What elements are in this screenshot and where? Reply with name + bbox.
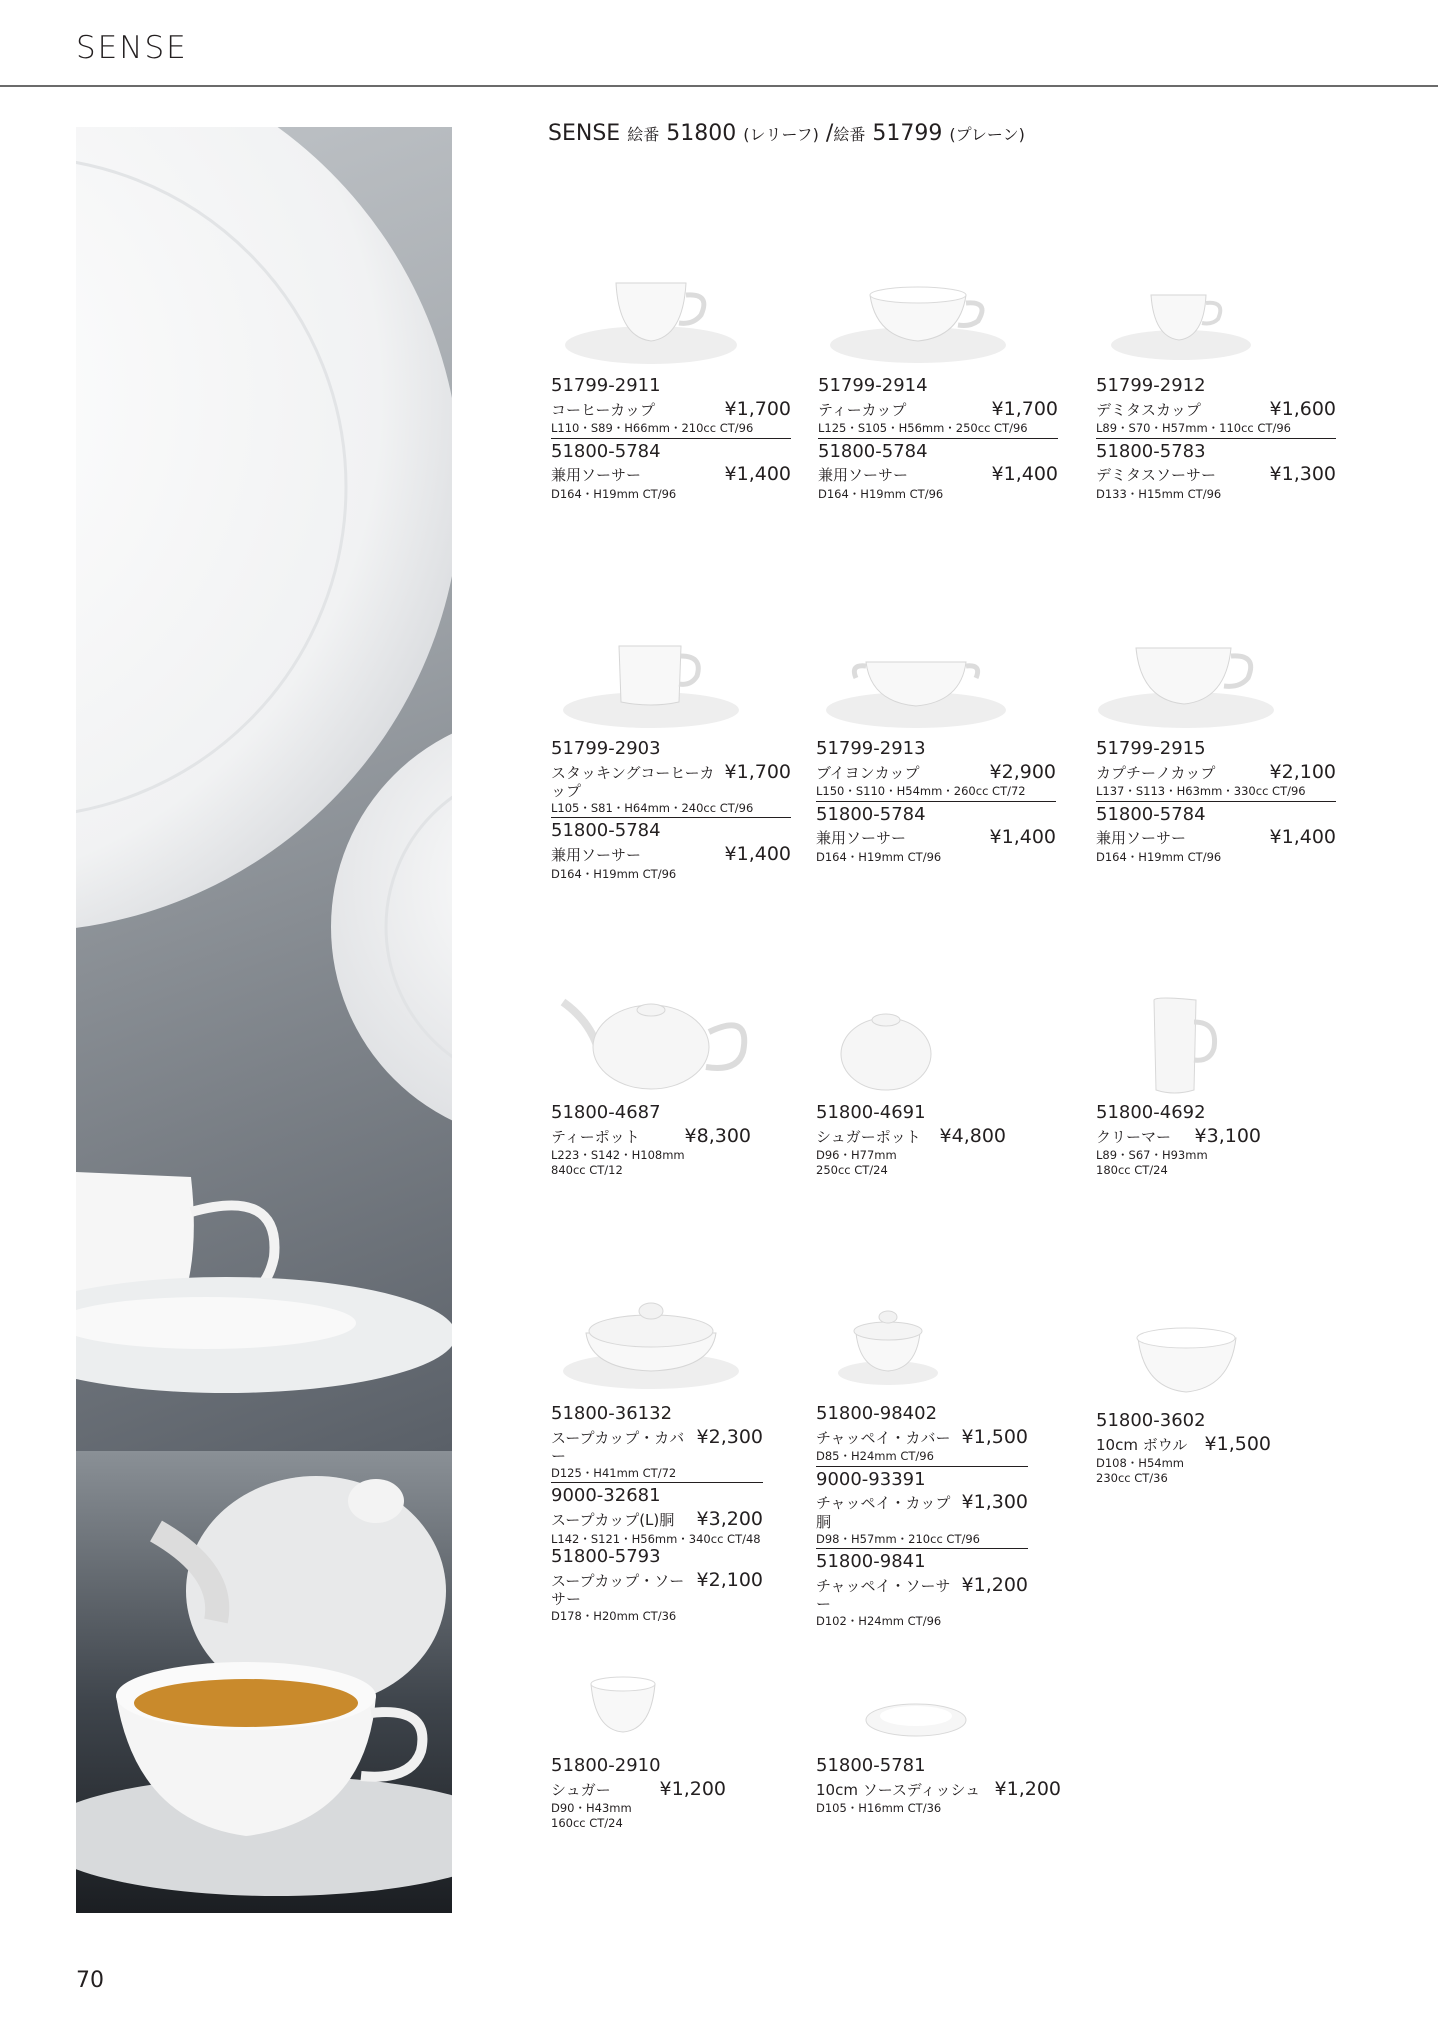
product-price: ¥1,500 xyxy=(1204,1432,1271,1455)
product-spec: L89・S70・H57mm・110cc CT/96 xyxy=(1096,421,1291,436)
product-price: ¥1,400 xyxy=(991,463,1058,486)
product-spec: L89・S67・H93mm xyxy=(1096,1148,1208,1163)
product-code: 51800-5784 xyxy=(551,820,661,842)
product-name: ブイヨンカップ xyxy=(816,763,920,782)
product-entry xyxy=(1096,804,1336,865)
product-price: ¥2,900 xyxy=(989,760,1056,783)
product-price: ¥2,300 xyxy=(696,1425,763,1448)
product-entry xyxy=(816,1551,1028,1628)
product-entry xyxy=(1096,1102,1261,1177)
demitasse-cup-image xyxy=(1096,265,1336,375)
creamer-image xyxy=(1096,992,1261,1102)
product-entry xyxy=(818,441,1058,502)
product-card xyxy=(1096,1310,1271,1485)
product-code: 51800-5784 xyxy=(818,440,928,462)
product-name: 兼用ソーサー xyxy=(1096,829,1187,848)
product-card xyxy=(1096,628,1336,864)
product-code: 51800-98402 xyxy=(816,1403,938,1424)
product-name: 兼用ソーサー xyxy=(816,829,907,848)
page-header-title: SENSE xyxy=(76,30,188,66)
product-price: ¥1,200 xyxy=(961,1573,1028,1596)
product-entry xyxy=(551,1485,763,1546)
product-price: ¥1,700 xyxy=(724,760,791,783)
product-entry xyxy=(551,1755,726,1830)
product-card xyxy=(551,628,791,881)
product-price: ¥1,200 xyxy=(659,1777,726,1800)
product-entry xyxy=(1096,375,1336,436)
bouillon-cup-image xyxy=(816,628,1056,738)
entry-divider xyxy=(551,1482,763,1483)
product-price: ¥1,500 xyxy=(961,1425,1028,1448)
product-card xyxy=(1096,265,1336,501)
product-code: 51800-9841 xyxy=(816,1551,926,1572)
product-name: スタッキングコーヒーカップ xyxy=(551,763,715,801)
product-entry xyxy=(1096,738,1336,799)
product-name: コーヒーカップ xyxy=(551,400,655,419)
product-price: ¥1,400 xyxy=(724,842,791,865)
product-name: ティーポット xyxy=(551,1127,640,1146)
product-code: 51799-2903 xyxy=(551,738,661,759)
product-code: 51799-2914 xyxy=(818,375,928,396)
product-price: ¥3,100 xyxy=(1194,1124,1261,1147)
product-code: 51799-2915 xyxy=(1096,738,1206,759)
product-spec: D85・H24mm CT/96 xyxy=(816,1449,934,1464)
bowl-image xyxy=(1096,1310,1271,1410)
product-price: ¥1,300 xyxy=(1269,463,1336,486)
product-spec: D164・H19mm CT/96 xyxy=(818,486,944,501)
product-name: スープカップ(L)胴 xyxy=(551,1510,675,1529)
product-spec: D102・H24mm CT/96 xyxy=(816,1614,942,1628)
product-entry xyxy=(816,1755,1061,1816)
product-name: チャッペイ・カバー xyxy=(816,1428,951,1447)
product-spec: L150・S110・H54mm・260cc CT/72 xyxy=(816,784,1026,799)
product-card xyxy=(816,628,1056,864)
product-spec: D90・H43mm xyxy=(551,1801,632,1816)
product-entry xyxy=(816,804,1056,865)
product-price: ¥1,200 xyxy=(994,1777,1061,1800)
header-divider xyxy=(0,85,1438,87)
pattern-label: 絵番 xyxy=(627,125,660,144)
product-price: ¥2,100 xyxy=(1269,760,1336,783)
product-entry xyxy=(551,1102,751,1177)
product-name: シュガー xyxy=(551,1780,611,1799)
product-code: 51800-36132 xyxy=(551,1403,673,1424)
product-name: チャッペイ・カップ胴 xyxy=(816,1494,951,1531)
product-price: ¥4,800 xyxy=(939,1124,1006,1147)
soup-cup-image xyxy=(551,1293,763,1403)
product-price: ¥1,600 xyxy=(1269,397,1336,420)
pattern-code: 51800 xyxy=(666,121,737,146)
cappuccino-cup-image xyxy=(1096,628,1336,738)
product-spec: D105・H16mm CT/36 xyxy=(816,1801,942,1816)
plates-photo xyxy=(76,127,452,1451)
pattern-code: 51799 xyxy=(872,121,943,146)
product-code: 51800-5793 xyxy=(551,1546,661,1567)
product-spec: 250cc CT/24 xyxy=(816,1162,888,1177)
product-code: 9000-93391 xyxy=(816,1468,926,1490)
product-name: デミタスソーサー xyxy=(1096,466,1217,485)
product-spec: D96・H77mm xyxy=(816,1148,897,1163)
stacking-coffee-cup-image xyxy=(551,628,791,738)
product-price: ¥1,400 xyxy=(989,826,1056,849)
product-code: 9000-32681 xyxy=(551,1485,661,1507)
product-card xyxy=(816,1293,1028,1628)
product-spec: D108・H54mm xyxy=(1096,1456,1184,1471)
product-card xyxy=(551,1650,726,1830)
product-spec: 160cc CT/24 xyxy=(551,1815,623,1830)
product-entry xyxy=(816,738,1056,799)
pattern-variant: (プレーン) xyxy=(949,125,1025,144)
chappei-image xyxy=(816,1293,1028,1403)
product-spec: 230cc CT/36 xyxy=(1096,1470,1168,1485)
product-card xyxy=(551,265,791,501)
product-code: 51800-5784 xyxy=(816,803,926,825)
product-entry xyxy=(816,1469,1028,1546)
product-price: ¥3,200 xyxy=(696,1507,763,1530)
product-spec: L223・S142・H108mm xyxy=(551,1148,685,1163)
product-spec: D178・H20mm CT/36 xyxy=(551,1609,677,1623)
entry-divider xyxy=(816,801,1056,802)
product-code: 51800-5783 xyxy=(1096,440,1206,462)
product-spec: D164・H19mm CT/96 xyxy=(551,866,677,881)
product-entry xyxy=(551,738,791,815)
product-entry xyxy=(551,1403,763,1480)
product-code: 51800-5781 xyxy=(816,1755,926,1776)
product-price: ¥1,700 xyxy=(724,397,791,420)
product-entry xyxy=(818,375,1058,436)
product-code: 51799-2913 xyxy=(816,738,926,759)
tea-cup-image xyxy=(818,265,1058,375)
product-price: ¥1,400 xyxy=(724,463,791,486)
product-price: ¥8,300 xyxy=(684,1124,751,1147)
product-entry xyxy=(551,375,791,436)
product-code: 51800-4692 xyxy=(1096,1102,1206,1123)
product-name: 兼用ソーサー xyxy=(818,466,909,485)
product-name: クリーマー xyxy=(1096,1127,1172,1146)
product-name: 兼用ソーサー xyxy=(551,845,642,864)
product-entry xyxy=(816,1102,1006,1177)
product-entry xyxy=(551,820,791,881)
tea-cup-photo xyxy=(76,1451,452,1913)
product-spec: L137・S113・H63mm・330cc CT/96 xyxy=(1096,784,1306,799)
product-card xyxy=(816,992,1006,1177)
coffee-cup-image xyxy=(551,265,791,375)
product-code: 51800-4687 xyxy=(551,1102,661,1123)
product-card xyxy=(551,992,751,1177)
series-title xyxy=(548,121,1025,146)
product-price: ¥1,400 xyxy=(1269,826,1336,849)
page-number: 70 xyxy=(76,1968,104,1993)
product-spec: D164・H19mm CT/96 xyxy=(1096,849,1222,864)
entry-divider xyxy=(1096,801,1336,802)
product-name: ティーカップ xyxy=(818,400,907,419)
product-card xyxy=(551,1293,763,1623)
product-spec: L142・S121・H56mm・340cc CT/48 xyxy=(551,1531,761,1546)
product-price: ¥2,100 xyxy=(696,1568,763,1591)
title-separator: / xyxy=(825,121,834,146)
entry-divider xyxy=(818,438,1058,439)
product-card xyxy=(818,265,1058,501)
teapot-image xyxy=(551,992,751,1102)
product-entry xyxy=(816,1403,1028,1464)
product-name: シュガーポット xyxy=(816,1127,921,1146)
product-spec: D133・H15mm CT/96 xyxy=(1096,486,1222,501)
product-name: スープカップ・カバー xyxy=(551,1428,685,1466)
product-spec: L105・S81・H64mm・240cc CT/96 xyxy=(551,801,754,815)
product-spec: D164・H19mm CT/96 xyxy=(551,486,677,501)
product-price: ¥1,700 xyxy=(991,397,1058,420)
product-code: 51800-5784 xyxy=(551,440,661,462)
pattern-label: 絵番 xyxy=(833,125,866,144)
product-code: 51800-5784 xyxy=(1096,803,1206,825)
product-card xyxy=(816,1650,1061,1816)
sauce-dish-image xyxy=(816,1650,1061,1755)
product-card xyxy=(1096,992,1261,1177)
entry-divider xyxy=(816,1466,1028,1467)
pattern-variant: (レリーフ) xyxy=(743,125,819,144)
entry-divider xyxy=(551,817,791,818)
product-code: 51800-2910 xyxy=(551,1755,661,1776)
product-name: スープカップ・ソーサー xyxy=(551,1571,685,1609)
product-name: 兼用ソーサー xyxy=(551,466,642,485)
entry-divider xyxy=(816,1548,1028,1549)
product-spec: 180cc CT/24 xyxy=(1096,1162,1168,1177)
sugar-pot-image xyxy=(816,992,1006,1102)
product-spec: D98・H57mm・210cc CT/96 xyxy=(816,1531,980,1546)
product-spec: 840cc CT/12 xyxy=(551,1162,623,1177)
series-name: SENSE xyxy=(548,121,621,146)
product-code: 51800-4691 xyxy=(816,1102,926,1123)
sugar-bowl-image xyxy=(551,1650,726,1755)
product-entry xyxy=(551,441,791,502)
product-spec: D125・H41mm CT/72 xyxy=(551,1466,677,1480)
product-entry xyxy=(1096,441,1336,502)
entry-divider xyxy=(1096,438,1336,439)
product-spec: L110・S89・H66mm・210cc CT/96 xyxy=(551,421,754,436)
product-code: 51800-3602 xyxy=(1096,1410,1206,1431)
product-entry xyxy=(1096,1410,1271,1485)
product-spec: L125・S105・H56mm・250cc CT/96 xyxy=(818,421,1028,436)
product-price: ¥1,300 xyxy=(961,1491,1028,1514)
product-name: チャッペイ・ソーサー xyxy=(816,1576,951,1614)
product-photo xyxy=(76,127,452,1913)
product-name: カプチーノカップ xyxy=(1096,763,1216,782)
product-name: 10cm ボウル xyxy=(1096,1435,1188,1454)
product-name: 10cm ソースディッシュ xyxy=(816,1780,981,1799)
entry-divider xyxy=(551,438,791,439)
product-entry xyxy=(551,1546,763,1623)
product-code: 51799-2912 xyxy=(1096,375,1206,396)
product-spec: D164・H19mm CT/96 xyxy=(816,849,942,864)
product-code: 51799-2911 xyxy=(551,375,661,396)
product-name: デミタスカップ xyxy=(1096,400,1201,419)
